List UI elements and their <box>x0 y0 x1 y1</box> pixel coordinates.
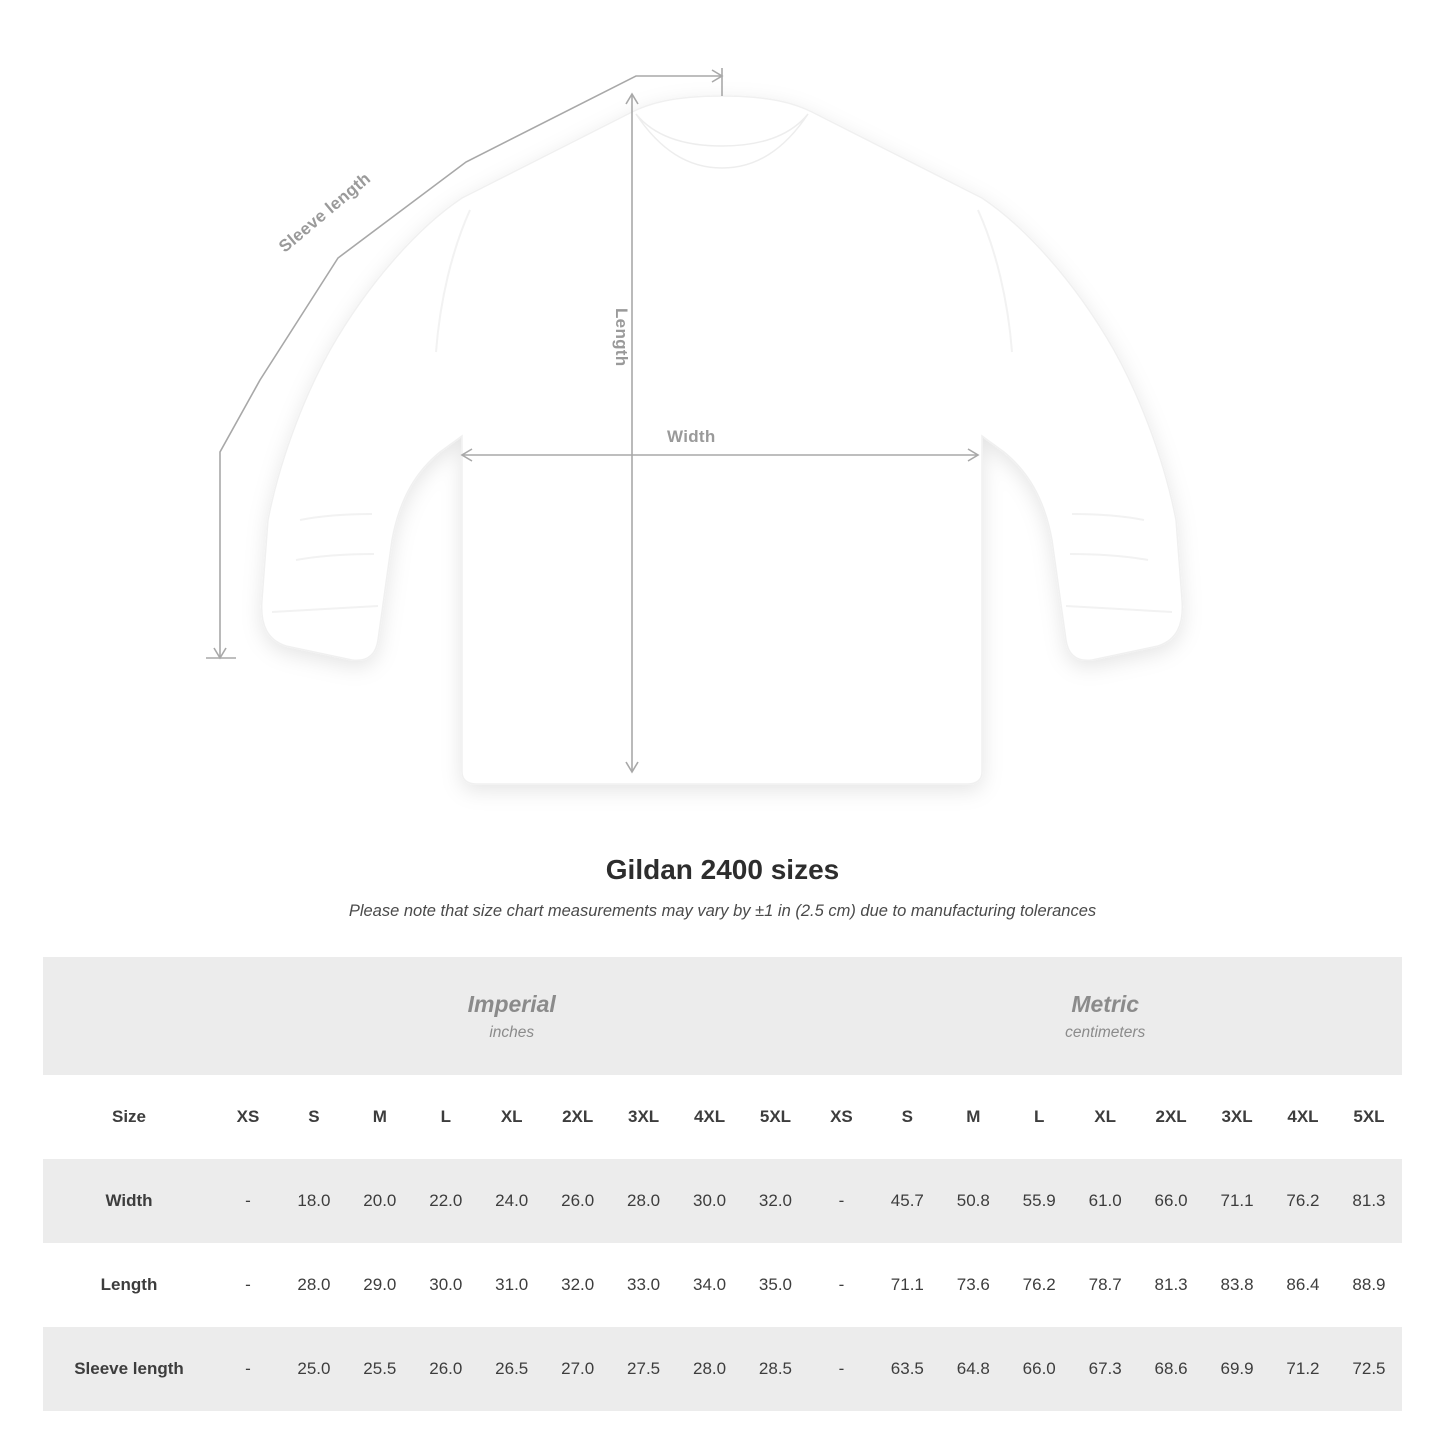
size-table-body <box>43 1159 1402 1411</box>
width-dimension-label: Width <box>667 427 716 446</box>
measurement-cell: 67.3 <box>1072 1327 1138 1411</box>
size-column-header: 4XL <box>677 1075 743 1159</box>
unit-row-spacer <box>43 957 215 1075</box>
measurement-cell: 76.2 <box>1270 1159 1336 1243</box>
measurement-cell: 28.5 <box>743 1327 809 1411</box>
measurement-cell: 88.9 <box>1336 1243 1402 1327</box>
size-column-header: XS <box>215 1075 281 1159</box>
length-dimension-label: Length <box>612 308 631 367</box>
size-column-header: L <box>413 1075 479 1159</box>
measurement-cell: 18.0 <box>281 1159 347 1243</box>
measurement-cell: 30.0 <box>413 1243 479 1327</box>
size-column-header: S <box>281 1075 347 1159</box>
measurement-cell: - <box>215 1243 281 1327</box>
measurement-cell: 78.7 <box>1072 1243 1138 1327</box>
measurement-cell: 63.5 <box>874 1327 940 1411</box>
unit-group-imperial <box>215 957 808 1075</box>
measurement-cell: 73.6 <box>940 1243 1006 1327</box>
size-column-header: 3XL <box>611 1075 677 1159</box>
unit-group-imperial-sub: inches <box>489 1023 535 1041</box>
title-block <box>0 854 1445 921</box>
measurement-cell: 26.0 <box>413 1327 479 1411</box>
measurement-cell: 29.0 <box>347 1243 413 1327</box>
size-column-header: S <box>874 1075 940 1159</box>
measurement-cell: 25.0 <box>281 1327 347 1411</box>
measurement-cell: 22.0 <box>413 1159 479 1243</box>
measurement-cell: 66.0 <box>1138 1159 1204 1243</box>
size-column-header: XL <box>479 1075 545 1159</box>
measurement-cell: 25.5 <box>347 1327 413 1411</box>
size-table-wrapper <box>0 957 1445 1411</box>
measurement-cell: 50.8 <box>940 1159 1006 1243</box>
table-row <box>43 1159 1402 1243</box>
size-column-header: 4XL <box>1270 1075 1336 1159</box>
size-column-header: 5XL <box>1336 1075 1402 1159</box>
measurement-cell: 66.0 <box>1006 1327 1072 1411</box>
measurement-cell: - <box>215 1327 281 1411</box>
measurement-cell: 83.8 <box>1204 1243 1270 1327</box>
measurement-row-label: Width <box>43 1159 215 1243</box>
measurement-cell: 86.4 <box>1270 1243 1336 1327</box>
measurement-cell: 71.1 <box>1204 1159 1270 1243</box>
measurement-cell: 81.3 <box>1138 1243 1204 1327</box>
unit-group-metric-sub: centimeters <box>1065 1023 1146 1041</box>
table-row <box>43 1243 1402 1327</box>
measurement-cell: 69.9 <box>1204 1327 1270 1411</box>
size-column-header: XL <box>1072 1075 1138 1159</box>
unit-group-metric-name: Metric <box>1071 991 1140 1018</box>
sleeve-length-dimension-label: Sleeve length <box>275 168 375 257</box>
measurement-cell: 35.0 <box>743 1243 809 1327</box>
size-column-header: 2XL <box>1138 1075 1204 1159</box>
measurement-cell: 20.0 <box>347 1159 413 1243</box>
measurement-cell: 33.0 <box>611 1243 677 1327</box>
measurement-cell: 34.0 <box>677 1243 743 1327</box>
measurement-row-label: Sleeve length <box>43 1327 215 1411</box>
measurement-cell: 24.0 <box>479 1159 545 1243</box>
measurement-cell: 76.2 <box>1006 1243 1072 1327</box>
measurement-cell: 32.0 <box>743 1159 809 1243</box>
measurement-cell: 32.0 <box>545 1243 611 1327</box>
size-column-header: M <box>940 1075 1006 1159</box>
measurement-cell: 27.0 <box>545 1327 611 1411</box>
unit-group-imperial-name: Imperial <box>467 991 556 1018</box>
measurement-cell: 26.5 <box>479 1327 545 1411</box>
size-header-row <box>43 1075 1402 1159</box>
shirt-shape <box>262 96 1183 784</box>
measurement-row-label: Length <box>43 1243 215 1327</box>
measurement-cell: 28.0 <box>281 1243 347 1327</box>
measurement-cell: 64.8 <box>940 1327 1006 1411</box>
measurement-cell: 71.1 <box>874 1243 940 1327</box>
measurement-cell: 45.7 <box>874 1159 940 1243</box>
measurement-cell: 61.0 <box>1072 1159 1138 1243</box>
size-column-header: 3XL <box>1204 1075 1270 1159</box>
table-row <box>43 1327 1402 1411</box>
measurement-cell: 28.0 <box>677 1327 743 1411</box>
measurement-cell: 31.0 <box>479 1243 545 1327</box>
measurement-cell: 55.9 <box>1006 1159 1072 1243</box>
size-column-header: 5XL <box>743 1075 809 1159</box>
measurement-cell: - <box>215 1159 281 1243</box>
measurement-cell: - <box>808 1243 874 1327</box>
measurement-cell: 71.2 <box>1270 1327 1336 1411</box>
measurement-cell: 72.5 <box>1336 1327 1402 1411</box>
measurement-cell: 68.6 <box>1138 1327 1204 1411</box>
size-column-header: M <box>347 1075 413 1159</box>
size-row-header: Size <box>43 1075 215 1159</box>
measurement-cell: 81.3 <box>1336 1159 1402 1243</box>
measurement-cell: 27.5 <box>611 1327 677 1411</box>
size-column-header: XS <box>808 1075 874 1159</box>
size-chart-table <box>43 957 1402 1411</box>
unit-header-row <box>43 957 1402 1075</box>
size-column-header: 2XL <box>545 1075 611 1159</box>
size-column-header: L <box>1006 1075 1072 1159</box>
unit-group-metric <box>808 957 1402 1075</box>
measurement-cell: 28.0 <box>611 1159 677 1243</box>
page-title: Gildan 2400 sizes <box>605 854 840 885</box>
measurement-cell: - <box>808 1159 874 1243</box>
measurement-cell: - <box>808 1327 874 1411</box>
measurement-cell: 26.0 <box>545 1159 611 1243</box>
tolerance-note: Please note that size chart measurements may vary by ±1 in (2.5 cm) due to manufacturing tolerances <box>348 902 1097 920</box>
measurement-cell: 30.0 <box>677 1159 743 1243</box>
